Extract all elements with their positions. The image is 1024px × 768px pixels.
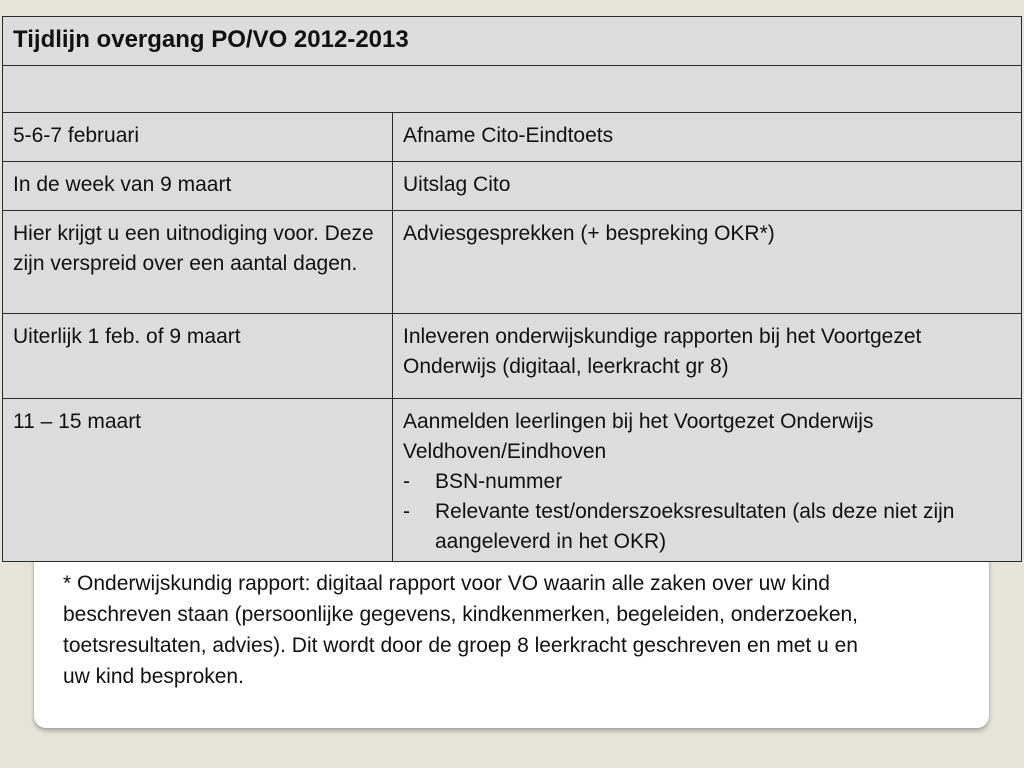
when-cell: Uiterlijk 1 feb. of 9 maart [3, 314, 393, 399]
list-item [403, 497, 1011, 557]
table-row [3, 211, 1022, 314]
what-cell: Uitslag Cito [393, 162, 1022, 211]
when-cell: Hier krijgt u een uitnodiging voor. Deze zijn verspreid over een aantal dagen. [3, 211, 393, 314]
timeline-table [2, 16, 1022, 562]
table-empty-row [3, 66, 1022, 113]
dash-bullet: - [403, 500, 410, 523]
empty-cell [3, 66, 1022, 113]
what-text: Aanmelden leerlingen bij het Voortgezet Onderwijs Veldhoven/Eindhoven [403, 410, 874, 463]
when-cell: 5-6-7 februari [3, 113, 393, 162]
list-item-text: Relevante test/onderszoeksresultaten (als deze niet zijn aangeleverd in het OKR) [435, 500, 955, 553]
footnote: * Onderwijskundig rapport: digitaal rapport voor VO waarin alle zaken over uw kind beschreven staan (persoonlijke gegevens, kindkenmerken, begeleiden, onderzoeken, toetsresultaten, advies). Dit wordt door de groep 8 leerkracht geschreven en met u en uw kind besproken. [63, 572, 859, 688]
what-cell: Adviesgesprekken (+ bespreking OKR*) [393, 211, 1022, 314]
when-cell: 11 – 15 maart [3, 399, 393, 562]
when-cell: In de week van 9 maart [3, 162, 393, 211]
list-item-text: BSN-nummer [435, 470, 563, 493]
what-cell: Afname Cito-Eindtoets [393, 113, 1022, 162]
table-row [3, 314, 1022, 399]
table-row [3, 113, 1022, 162]
table-title-row [3, 17, 1022, 66]
table-row [3, 399, 1022, 562]
what-cell [393, 399, 1022, 562]
list-item [403, 467, 1011, 497]
table-title: Tijdlijn overgang PO/VO 2012-2013 [3, 17, 1022, 66]
requirements-list [403, 467, 1011, 557]
what-cell: Inleveren onderwijskundige rapporten bij het Voortgezet Onderwijs (digitaal, leerkracht gr 8) [393, 314, 1022, 399]
table-row [3, 162, 1022, 211]
dash-bullet: - [403, 470, 410, 493]
